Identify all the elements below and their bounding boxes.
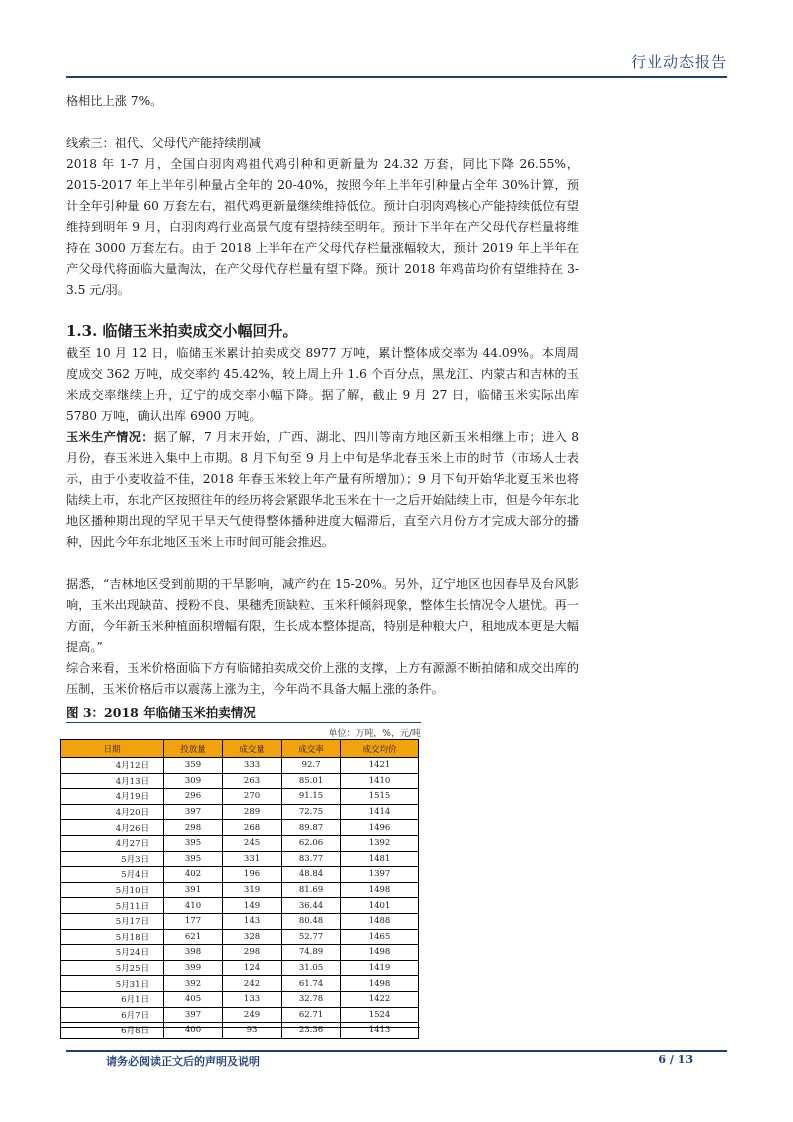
table-cell: 1419 <box>341 960 419 976</box>
table-row <box>61 991 419 1007</box>
table-cell: 52.77 <box>282 929 341 945</box>
table-cell: 5月18日 <box>61 929 164 945</box>
table-cell: 1515 <box>341 789 419 805</box>
table-cell: 331 <box>223 851 282 867</box>
table-cell: 1498 <box>341 945 419 961</box>
table-cell: 62.06 <box>282 835 341 851</box>
table-cell: 309 <box>164 773 223 789</box>
table-row <box>61 773 419 789</box>
table-cell: 23.36 <box>282 1023 341 1039</box>
column-header: 日期 <box>61 740 164 758</box>
table-cell: 1498 <box>341 976 419 992</box>
table-cell: 1410 <box>341 773 419 789</box>
paragraph-text: 据了解，7 月末开始，广西、湖北、四川等南方地区新玉米相继上市；进入 8 月份，春玉米进入集中上市期。8 月下旬至 9 月上中旬是华北春玉米上市的时节（市场人士表示，由于小麦收益不佳，2018 年春玉米较上年产量有所增加）；9 月下旬开始华北夏玉米也将陆续上市，东北产区按照往年的经历将会紧跟华北玉米在十一之后开始陆续上市，但是今年东北地区播种期出现的罕见干旱天气使得整体播种进度大幅滞后，直至六月份方才完成大部分的播种，因此今年东北地区玉米上市时间可能会推迟。 <box>66 430 579 549</box>
table-cell: 83.77 <box>282 851 341 867</box>
paragraph: 格相比上涨 7%。 <box>66 94 163 108</box>
table-cell: 395 <box>164 835 223 851</box>
table-cell: 1401 <box>341 898 419 914</box>
table-cell: 242 <box>223 976 282 992</box>
table-cell: 359 <box>164 758 223 774</box>
table-cell: 32.78 <box>282 991 341 1007</box>
table-cell: 319 <box>223 882 282 898</box>
table-cell: 5月4日 <box>61 867 164 883</box>
table-cell: 72.75 <box>282 804 341 820</box>
table-cell: 81.69 <box>282 882 341 898</box>
table-cell: 402 <box>164 867 223 883</box>
table-cell: 4月27日 <box>61 835 164 851</box>
page-number: 6 / 13 <box>658 1053 693 1066</box>
table-cell: 149 <box>223 898 282 914</box>
table-cell: 1465 <box>341 929 419 945</box>
table-cell: 410 <box>164 898 223 914</box>
table-cell: 397 <box>164 1007 223 1023</box>
table-cell: 298 <box>164 820 223 836</box>
table-cell: 1498 <box>341 882 419 898</box>
table-cell: 4月12日 <box>61 758 164 774</box>
table-row <box>61 789 419 805</box>
figure-divider <box>66 722 421 723</box>
table-cell: 1422 <box>341 991 419 1007</box>
table-cell: 289 <box>223 804 282 820</box>
table-cell: 31.05 <box>282 960 341 976</box>
table-cell: 61.74 <box>282 976 341 992</box>
table-cell: 398 <box>164 945 223 961</box>
table-cell: 5月17日 <box>61 913 164 929</box>
table-cell: 399 <box>164 960 223 976</box>
figure-caption: 图 3：2018 年临储玉米拍卖情况 <box>66 705 256 720</box>
table-cell: 392 <box>164 976 223 992</box>
table-cell: 400 <box>164 1023 223 1039</box>
report-type-title: 行业动态报告 <box>630 53 727 71</box>
table-cell: 177 <box>164 913 223 929</box>
table-row <box>61 867 419 883</box>
paragraph: 综合来看，玉米价格面临下方有临储拍卖成交价上涨的支撑，上方有源源不断拍储和成交出库的压制，玉米价格后市以震荡上涨为主，今年尚不具备大幅上涨的条件。 <box>66 661 579 696</box>
table-cell: 1414 <box>341 804 419 820</box>
table-cell: 196 <box>223 867 282 883</box>
paragraph-label: 玉米生产情况： <box>66 430 154 444</box>
table-cell: 5月10日 <box>61 882 164 898</box>
table-cell: 1421 <box>341 758 419 774</box>
table-cell: 93 <box>223 1023 282 1039</box>
paragraph <box>66 427 579 553</box>
table-cell: 74.89 <box>282 945 341 961</box>
table-row <box>61 851 419 867</box>
table-cell: 263 <box>223 773 282 789</box>
table-cell: 133 <box>223 991 282 1007</box>
column-header: 成交量 <box>223 740 282 758</box>
column-header: 成交率 <box>282 740 341 758</box>
table-cell: 405 <box>164 991 223 1007</box>
section-heading: 1.3. 临储玉米拍卖成交小幅回升。 <box>66 322 298 340</box>
table-cell: 245 <box>223 835 282 851</box>
table-cell: 621 <box>164 929 223 945</box>
table-cell: 124 <box>223 960 282 976</box>
table-cell: 296 <box>164 789 223 805</box>
table-cell: 143 <box>223 913 282 929</box>
table-cell: 1397 <box>341 867 419 883</box>
table-cell: 1488 <box>341 913 419 929</box>
table-cell: 5月31日 <box>61 976 164 992</box>
table-cell: 298 <box>223 945 282 961</box>
table-cell: 249 <box>223 1007 282 1023</box>
table-cell: 5月11日 <box>61 898 164 914</box>
paragraph-subtitle: 线索三：祖代、父母代产能持续削减 <box>66 136 261 150</box>
table-cell: 80.48 <box>282 913 341 929</box>
table-row <box>61 960 419 976</box>
table-cell: 268 <box>223 820 282 836</box>
table-cell: 91.15 <box>282 789 341 805</box>
table-cell: 4月26日 <box>61 820 164 836</box>
table-cell: 395 <box>164 851 223 867</box>
column-header: 投放量 <box>164 740 223 758</box>
table-row <box>61 804 419 820</box>
table-row <box>61 1007 419 1023</box>
table-cell: 397 <box>164 804 223 820</box>
table-header-row <box>61 740 419 758</box>
paragraph: 2018 年 1-7 月，全国白羽肉鸡祖代鸡引种和更新量为 24.32 万套，同比下降 26.55%，2015-2017 年上半年引种量占全年的 20-40%，按照今年上半年引种量占全年 30%计算，预计全年引种量 60 万套左右，祖代鸡更新量继续维持低位。预计白羽肉鸡核心产能持续低位有望维持到明年 9 月，白羽肉鸡行业高景气度有望持续至明年。预计下半年在产父母代存栏量将维持在 3000 万套左右。由于 2018 上半年在产父母代存栏量涨幅较大，预计 2019 年上半年在产父母代将面临大量淘汰，在产父母代存栏量有望下降。预计 2018 年鸡苗均价有望维持在 3-3.5 元/羽。 <box>66 157 579 297</box>
table-cell: 1413 <box>341 1023 419 1039</box>
table-cell: 36.44 <box>282 898 341 914</box>
table-cell: 62.71 <box>282 1007 341 1023</box>
table-cell: 1392 <box>341 835 419 851</box>
table-cell: 1496 <box>341 820 419 836</box>
table-cell: 333 <box>223 758 282 774</box>
table-cell: 4月13日 <box>61 773 164 789</box>
table-cell: 5月25日 <box>61 960 164 976</box>
table-unit-note: 单位：万吨，%，元/吨 <box>328 729 421 739</box>
table-row <box>61 882 419 898</box>
table-row <box>61 835 419 851</box>
auction-table <box>60 739 419 1039</box>
table-cell: 48.84 <box>282 867 341 883</box>
table-cell: 1524 <box>341 1007 419 1023</box>
table-cell: 328 <box>223 929 282 945</box>
table-cell: 5月3日 <box>61 851 164 867</box>
table-row <box>61 913 419 929</box>
table-row <box>61 758 419 774</box>
table-cell: 4月19日 <box>61 789 164 805</box>
table-cell: 92.7 <box>282 758 341 774</box>
header-divider <box>66 76 727 78</box>
figure-bottom-rule <box>60 1027 420 1028</box>
table-cell: 270 <box>223 789 282 805</box>
table-cell: 1481 <box>341 851 419 867</box>
footer-disclaimer: 请务必阅读正文后的声明及说明 <box>106 1055 260 1068</box>
paragraph: 截至 10 月 12 日，临储玉米累计拍卖成交 8977 万吨，累计整体成交率为 44.09%。本周周度成交 362 万吨，成交率约 45.42%，较上周上升 1.6 个百分点，黑龙江、内蒙古和吉林的玉米成交率继续上升，辽宁的成交率小幅下降。据了解，截止 9 月 27 日，临储玉米实际出库 5780 万吨，确认出库 6900 万吨。 <box>66 346 579 423</box>
table-row <box>61 898 419 914</box>
table-cell: 89.87 <box>282 820 341 836</box>
table-cell: 6月8日 <box>61 1023 164 1039</box>
table-row <box>61 1023 419 1039</box>
column-header: 成交均价 <box>341 740 419 758</box>
table-row <box>61 976 419 992</box>
table-cell: 391 <box>164 882 223 898</box>
paragraph: 据悉，“吉林地区受到前期的干旱影响，减产约在 15-20%。另外，辽宁地区也因春旱及台风影响，玉米出现缺苗、授粉不良、果穗秃顶缺粒、玉米秆倾斜现象，整体生长情况令人堪忧。再一方面，今年新玉米种植面积增幅有限，生长成本整体提高，特别是种粮大户，租地成本更是大幅提高。” <box>66 577 579 654</box>
table-cell: 6月1日 <box>61 991 164 1007</box>
table-cell: 4月20日 <box>61 804 164 820</box>
table-cell: 6月7日 <box>61 1007 164 1023</box>
table-row <box>61 945 419 961</box>
footer-divider <box>66 1050 727 1052</box>
table-cell: 5月24日 <box>61 945 164 961</box>
table-row <box>61 820 419 836</box>
table-row <box>61 929 419 945</box>
table-cell: 85.01 <box>282 773 341 789</box>
